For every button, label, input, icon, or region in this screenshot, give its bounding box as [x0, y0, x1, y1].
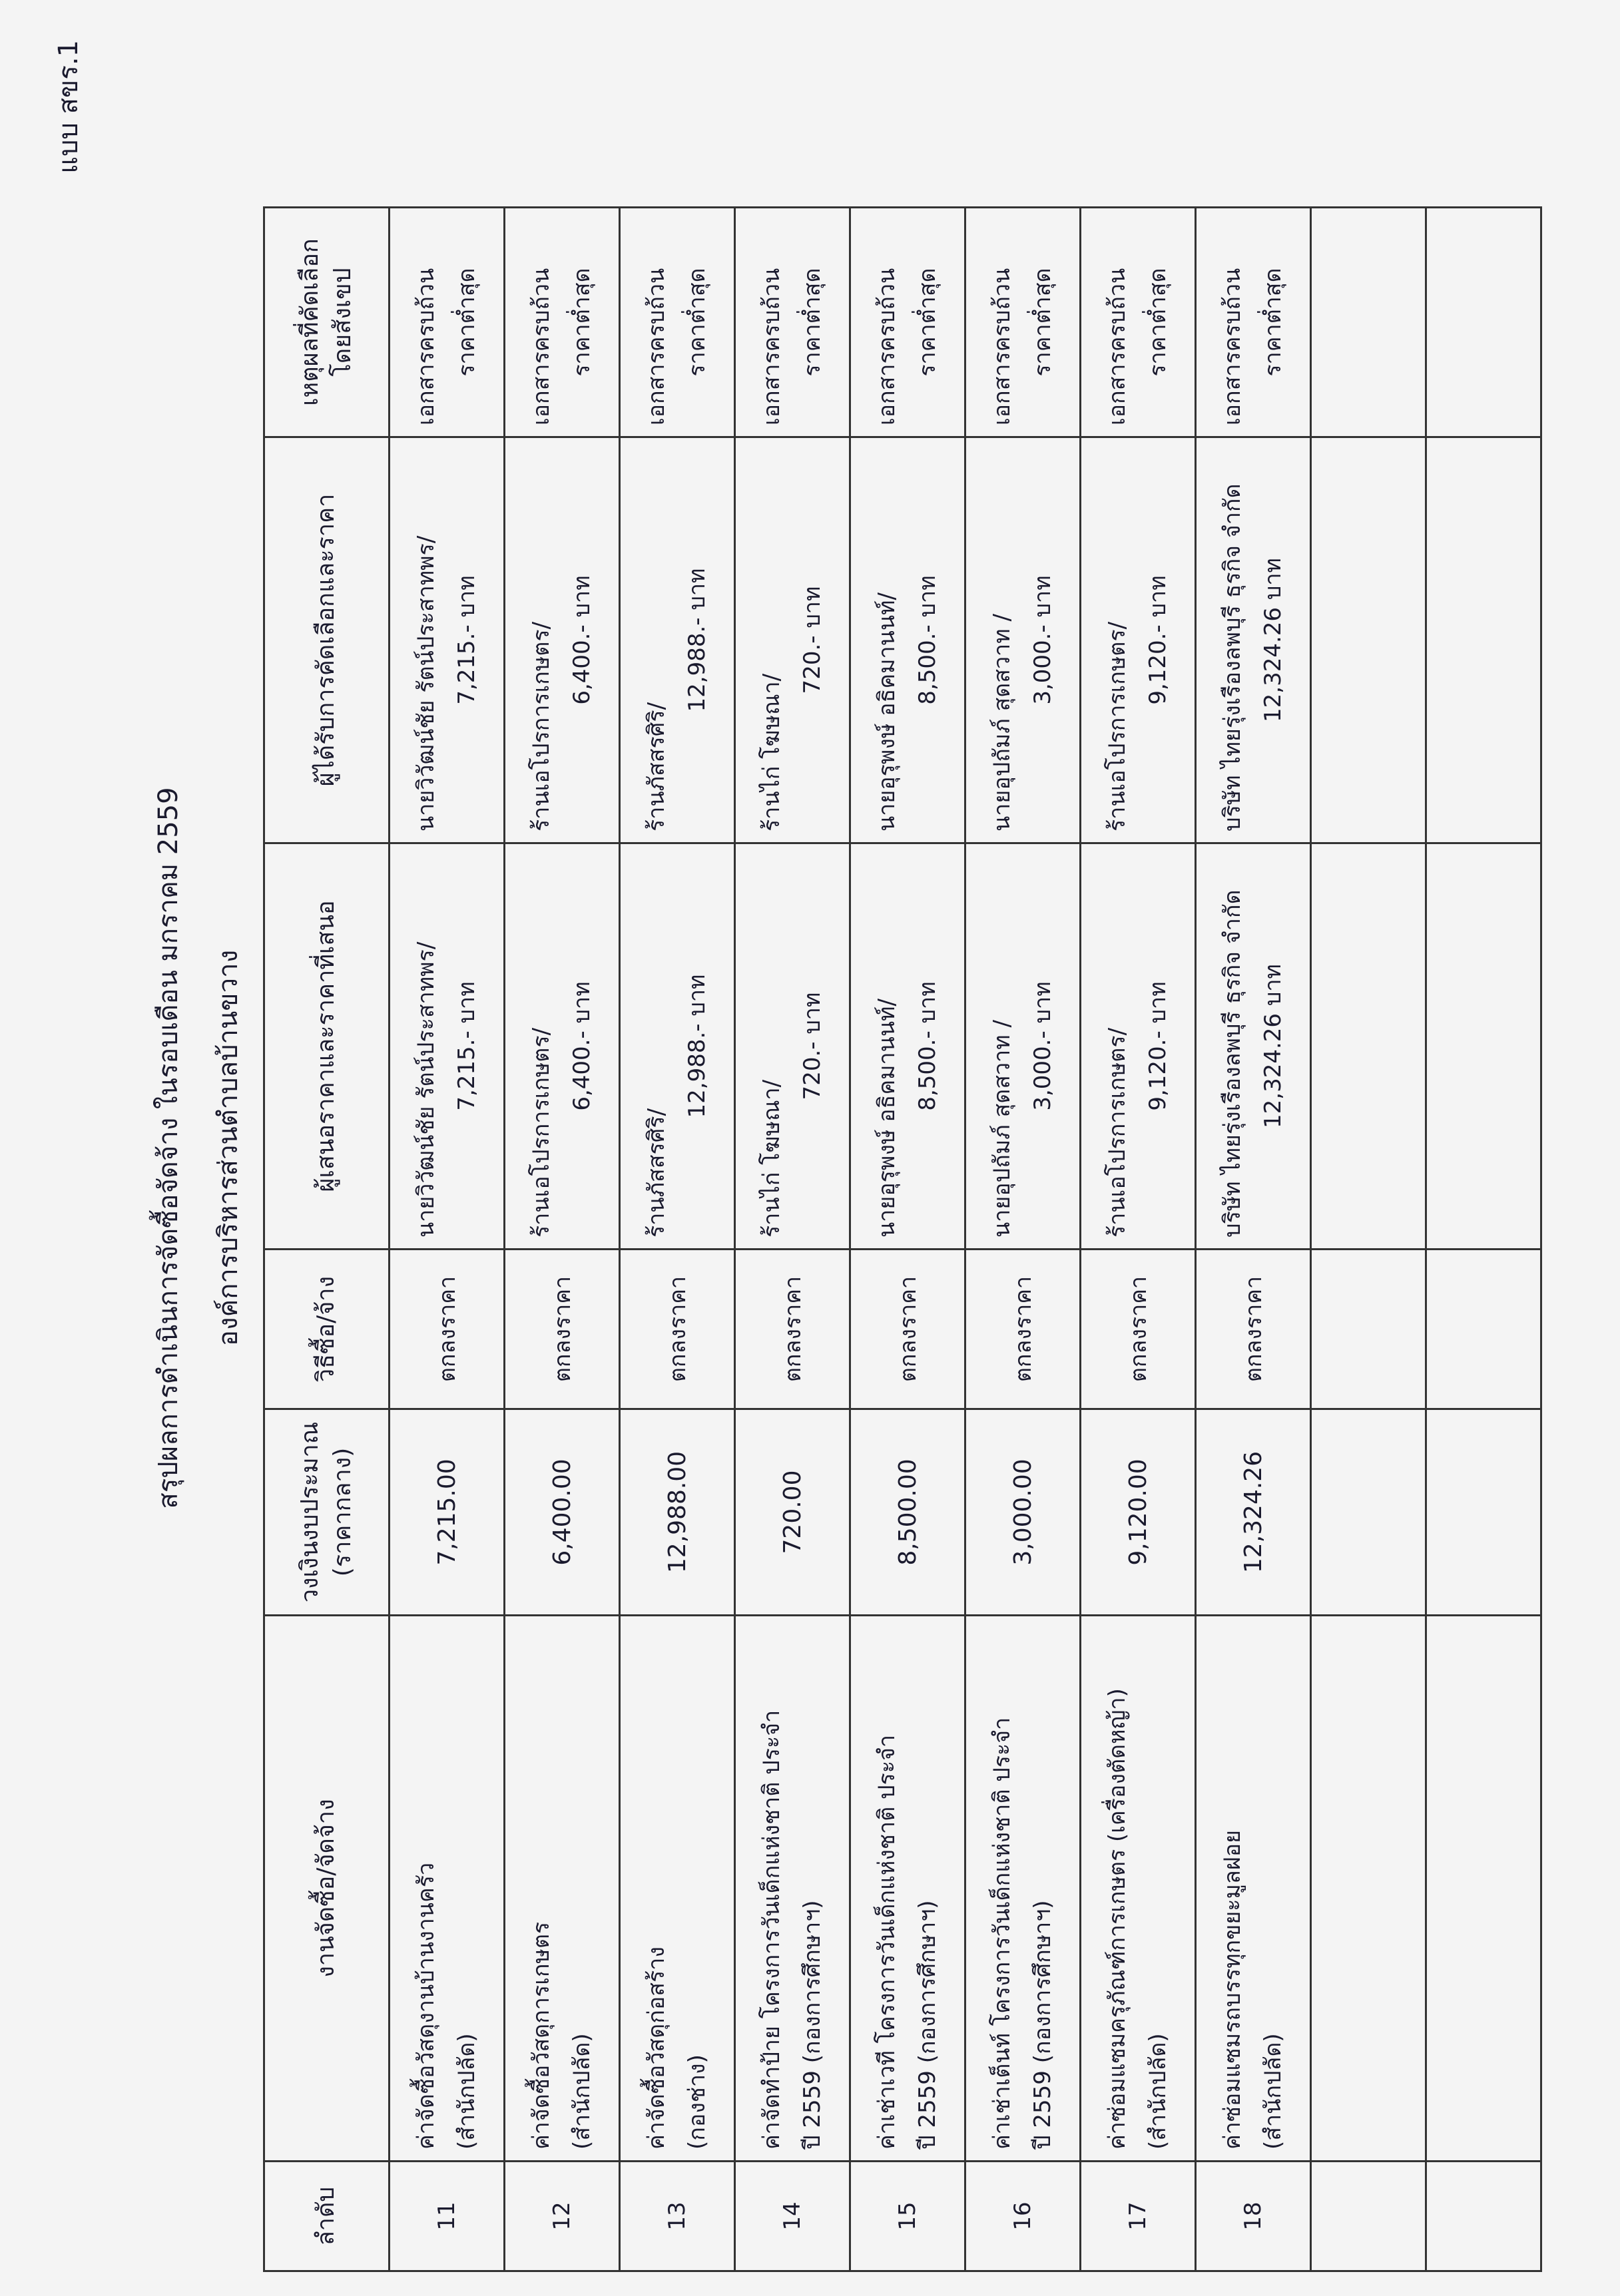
reason-line-1: เอกสารครบถ้วน	[412, 268, 439, 425]
winner-cell	[850, 437, 965, 843]
method-cell: ตกลงราคา	[1081, 1250, 1196, 1409]
budget-cell: 6,400.00	[505, 1409, 620, 1616]
winner-name: บริษัท ไทยรุ่งเรืองลพบุรี ธุรกิจ จำกัด	[1218, 483, 1246, 831]
reason-line-1: เอกสารครบถ้วน	[988, 268, 1015, 425]
row-number: 14	[735, 2162, 850, 2271]
task-cell	[965, 1616, 1081, 2162]
winner-name: ร้านไก่ โฆษณา/	[758, 673, 785, 831]
document-title: สรุปผลการดำเนินการจัดซื้อจัดจ้าง ในรอบเดือน มกราคม 2559	[153, 787, 184, 1509]
reason-line-1: เอกสารครบถ้วน	[758, 268, 785, 425]
task-cell	[850, 1616, 965, 2162]
bidder-cell	[390, 843, 505, 1250]
winner-price: 8,500.- บาท	[914, 575, 941, 705]
bidder-cell	[735, 843, 850, 1250]
budget-cell: 12,324.26	[1196, 1409, 1311, 1616]
header-winner: ผู้ได้รับการคัดเลือกและราคา	[264, 437, 390, 843]
task-cell	[1081, 1616, 1196, 2162]
task-department: (สำนักปลัด)	[569, 2033, 595, 2150]
header-reason: เหตุผลที่คัดเลือก โดยสังเขป	[264, 208, 390, 437]
winner-price: 7,215.- บาท	[453, 575, 480, 705]
bidder-price: 12,988.- บาท	[684, 974, 710, 1118]
reason-cell	[735, 208, 850, 437]
table-row	[390, 208, 505, 2271]
budget-cell: 3,000.00	[965, 1409, 1081, 1616]
bidder-name: ร้านไก่ โฆษณา/	[758, 1079, 785, 1238]
method-cell: ตกลงราคา	[1196, 1250, 1311, 1409]
winner-price: 3,000.- บาท	[1029, 575, 1056, 705]
task-description: ค่าจัดซื้อวัสดุก่อสร้าง	[643, 1947, 670, 2150]
task-description: ค่าเช่าเต็นท์ โครงการวันเด็กแห่งชาติ ประจำ	[988, 1717, 1015, 2150]
task-cell	[620, 1616, 735, 2162]
row-number: 17	[1081, 2162, 1196, 2271]
winner-cell	[620, 437, 735, 843]
document-subtitle: องค์การบริหารส่วนตำบลบ้านขวาง	[213, 949, 244, 1347]
bidder-name: นายวิวัฒน์ชัย รัตน์ประสาทพร/	[412, 941, 439, 1238]
header-bidders: ผู้เสนอราคาและราคาที่เสนอ	[264, 843, 390, 1250]
winner-name: นายวิวัฒน์ชัย รัตน์ประสาทพร/	[412, 535, 439, 831]
bidder-cell	[1081, 843, 1196, 1250]
bidder-cell	[850, 843, 965, 1250]
winner-cell	[390, 437, 505, 843]
task-cell	[735, 1616, 850, 2162]
winner-price: 6,400.- บาท	[569, 575, 595, 705]
reason-line-2: ราคาต่ำสุด	[453, 268, 480, 377]
winner-name: ร้านภัสสรศิริ/	[643, 702, 670, 831]
row-number: 15	[850, 2162, 965, 2271]
row-number: 18	[1196, 2162, 1311, 2271]
method-cell: ตกลงราคา	[735, 1250, 850, 1409]
header-no: ลำดับ	[264, 2162, 390, 2271]
method-cell: ตกลงราคา	[620, 1250, 735, 1409]
row-number: 16	[965, 2162, 1081, 2271]
winner-price: 12,988.- บาท	[684, 568, 710, 712]
method-cell: ตกลงราคา	[850, 1250, 965, 1409]
winner-name: นายอุปถัมภ์ สุดสวาท /	[988, 614, 1015, 831]
bidder-name: นายอุรุพงษ์ อธิคมานนท์/	[873, 999, 900, 1238]
budget-cell: 9,120.00	[1081, 1409, 1196, 1616]
task-department: (สำนักปลัด)	[1260, 2033, 1286, 2150]
winner-cell	[1196, 437, 1311, 843]
table-row	[735, 208, 850, 2271]
reason-cell	[1081, 208, 1196, 437]
procurement-table	[263, 206, 1542, 2272]
reason-line-2: ราคาต่ำสุด	[799, 268, 826, 377]
reason-cell	[850, 208, 965, 437]
bidder-cell	[965, 843, 1081, 1250]
reason-line-2: ราคาต่ำสุด	[1029, 268, 1056, 377]
bidder-name: ร้านเอโปรการเกษตร/	[527, 1027, 555, 1238]
task-description: ค่าเช่าเวที โครงการวันเด็กแห่งชาติ ประจำ	[873, 1734, 900, 2150]
table-row-blank	[1311, 208, 1426, 2271]
task-department: ปี 2559 (กองการศึกษาฯ)	[914, 1900, 941, 2150]
winner-cell	[1081, 437, 1196, 843]
row-number: 11	[390, 2162, 505, 2271]
task-description: ค่าซ่อมแซมครุภัณฑ์การเกษตร (เครื่องตัดหญ้า)	[1103, 1688, 1131, 2150]
bidder-price: 8,500.- บาท	[914, 981, 941, 1111]
reason-line-2: ราคาต่ำสุด	[569, 268, 595, 377]
reason-cell	[965, 208, 1081, 437]
header-budget: วงเงินงบประมาณ (ราคากลาง)	[264, 1409, 390, 1616]
reason-line-1: เอกสารครบถ้วน	[527, 268, 555, 425]
reason-cell	[620, 208, 735, 437]
bidder-name: ร้านเอโปรการเกษตร/	[1103, 1027, 1131, 1238]
header-method: วิธีซื้อ/จ้าง	[264, 1250, 390, 1409]
reason-line-2: ราคาต่ำสุด	[1260, 268, 1286, 377]
row-number: 12	[505, 2162, 620, 2271]
task-department: ปี 2559 (กองการศึกษาฯ)	[1029, 1900, 1056, 2150]
task-description: ค่าจัดทำป้าย โครงการวันเด็กแห่งชาติ ประจำ	[758, 1710, 785, 2150]
winner-price: 9,120.- บาท	[1145, 575, 1171, 705]
form-code: แบบ สขร.1	[53, 40, 84, 174]
method-cell: ตกลงราคา	[965, 1250, 1081, 1409]
reason-cell	[1196, 208, 1311, 437]
winner-name: นายอุรุพงษ์ อธิคมานนท์/	[873, 592, 900, 831]
task-cell	[1196, 1616, 1311, 2162]
table-row	[850, 208, 965, 2271]
task-department: (กองช่าง)	[684, 2054, 710, 2150]
table-row	[1081, 208, 1196, 2271]
bidder-cell	[505, 843, 620, 1250]
bidder-cell	[1196, 843, 1311, 1250]
task-description: ค่าจัดซื้อวัสดุการเกษตร	[527, 1921, 555, 2150]
bidder-price: 9,120.- บาท	[1145, 981, 1171, 1111]
reason-line-1: เอกสารครบถ้วน	[643, 268, 670, 425]
winner-cell	[965, 437, 1081, 843]
winner-name: ร้านเอโปรการเกษตร/	[1103, 621, 1131, 831]
budget-cell: 12,988.00	[620, 1409, 735, 1616]
budget-cell: 7,215.00	[390, 1409, 505, 1616]
table-row	[505, 208, 620, 2271]
budget-cell: 8,500.00	[850, 1409, 965, 1616]
bidder-price: 7,215.- บาท	[453, 981, 480, 1111]
task-description: ค่าจัดซื้อวัสดุงานบ้านงานครัว	[412, 1862, 439, 2150]
reason-cell	[390, 208, 505, 437]
reason-cell	[505, 208, 620, 437]
table-row-blank	[1426, 208, 1541, 2271]
winner-cell	[505, 437, 620, 843]
task-department: (สำนักปลัด)	[1145, 2033, 1171, 2150]
bidder-name: บริษัท ไทยรุ่งเรืองลพบุรี ธุรกิจ จำกัด	[1218, 889, 1246, 1238]
method-cell: ตกลงราคา	[390, 1250, 505, 1409]
reason-line-1: เอกสารครบถ้วน	[1103, 268, 1131, 425]
bidder-name: ร้านภัสสรศิริ/	[643, 1108, 670, 1238]
bidder-price: 12,324.26 บาท	[1260, 964, 1286, 1128]
header-task: งานจัดซื้อ/จัดจ้าง	[264, 1616, 390, 2162]
row-number: 13	[620, 2162, 735, 2271]
bidder-price: 720.- บาท	[799, 992, 826, 1100]
method-cell: ตกลงราคา	[505, 1250, 620, 1409]
winner-price: 12,324.26 บาท	[1260, 558, 1286, 722]
budget-cell: 720.00	[735, 1409, 850, 1616]
bidder-price: 6,400.- บาท	[569, 981, 595, 1111]
reason-line-2: ราคาต่ำสุด	[684, 268, 710, 377]
table-row	[620, 208, 735, 2271]
winner-cell	[735, 437, 850, 843]
bidder-price: 3,000.- บาท	[1029, 981, 1056, 1111]
table-row	[965, 208, 1081, 2271]
reason-line-2: ราคาต่ำสุด	[914, 268, 941, 377]
winner-price: 720.- บาท	[799, 586, 826, 694]
task-department: ปี 2559 (กองการศึกษาฯ)	[799, 1900, 826, 2150]
table-header-row	[264, 208, 390, 2271]
task-department: (สำนักปลัด)	[453, 2033, 480, 2150]
reason-line-1: เอกสารครบถ้วน	[873, 268, 900, 425]
table-row	[1196, 208, 1311, 2271]
task-cell	[390, 1616, 505, 2162]
task-description: ค่าซ่อมแซมรถบรรทุกขยะมูลฝอย	[1218, 1829, 1246, 2150]
bidder-name: นายอุปถัมภ์ สุดสวาท /	[988, 1020, 1015, 1238]
reason-line-2: ราคาต่ำสุด	[1145, 268, 1171, 377]
winner-name: ร้านเอโปรการเกษตร/	[527, 621, 555, 831]
bidder-cell	[620, 843, 735, 1250]
task-cell	[505, 1616, 620, 2162]
reason-line-1: เอกสารครบถ้วน	[1218, 268, 1246, 425]
